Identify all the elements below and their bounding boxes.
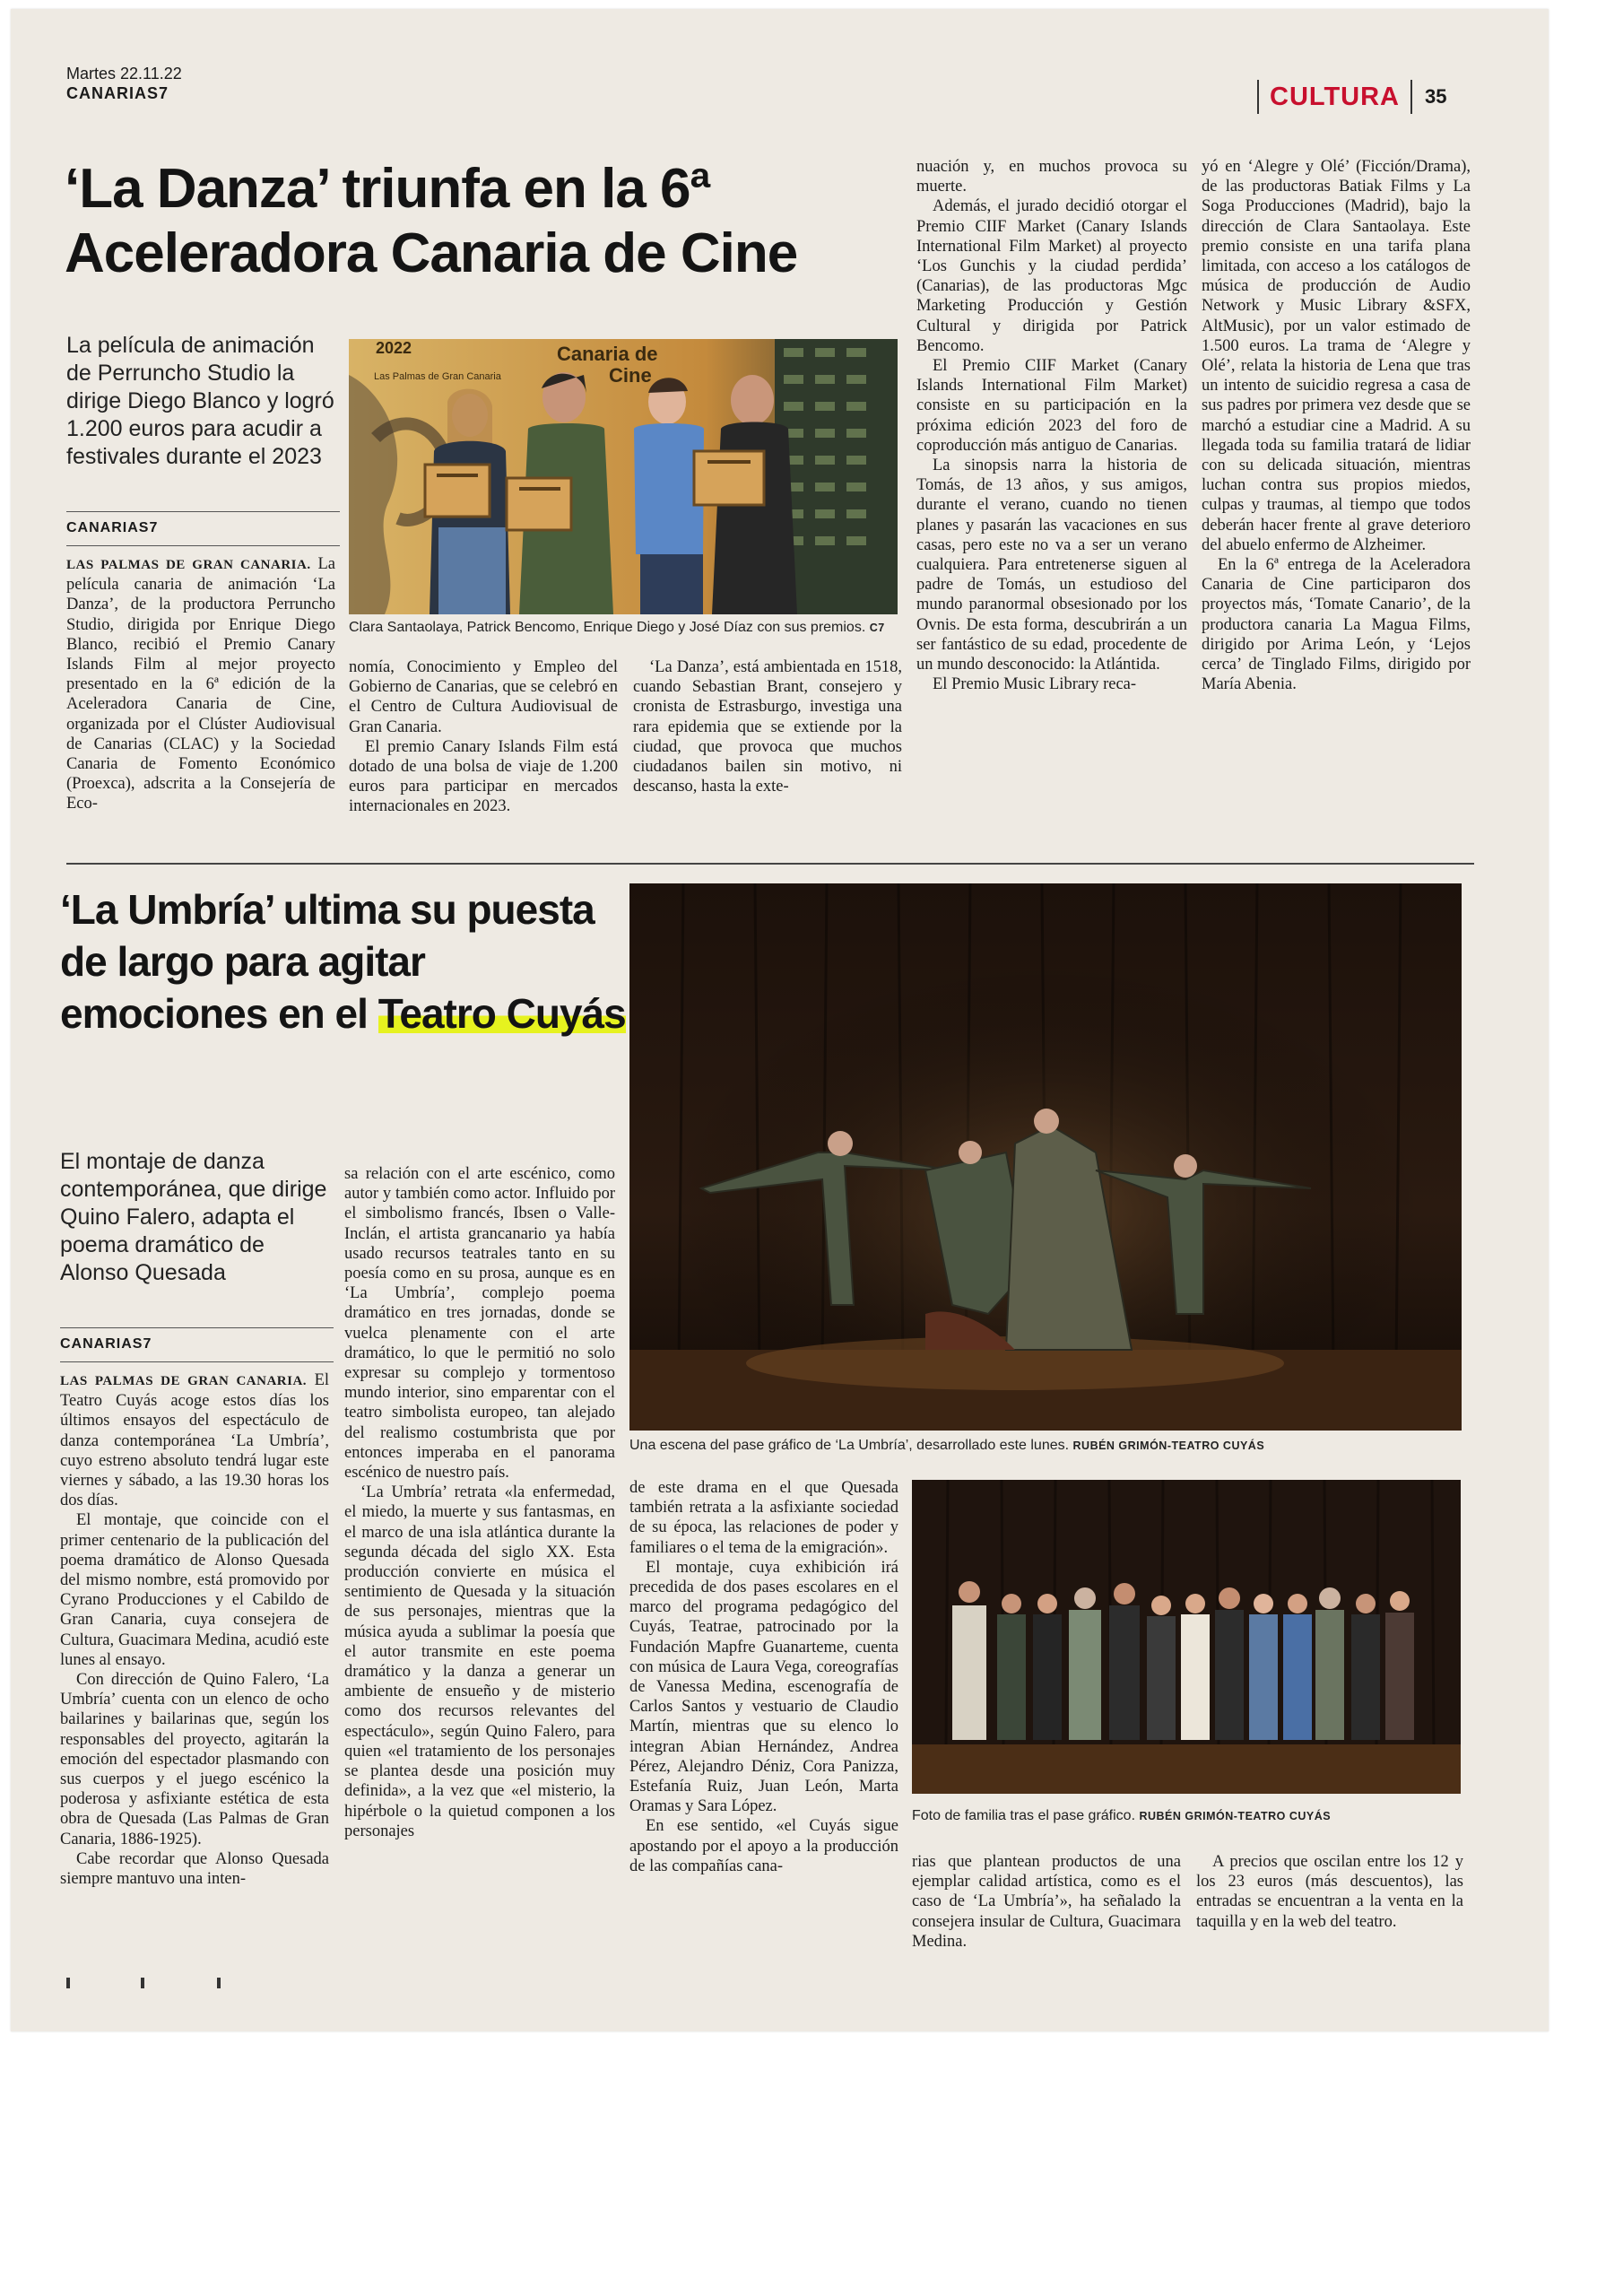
- article1-headline: ‘La Danza’ triunfa en la 6ª Aceleradora Canaria de Cine: [65, 158, 798, 284]
- headline-text: ‘La Umbría’ ultima su puesta de largo para agitar emociones en el: [60, 886, 595, 1037]
- paragraph: En la 6ª entrega de la Aceleradora Canaria de Cine participaron dos proyectos más, ‘Tomate Canario’, de la productora canaria La Magua Films, dirigido por Arima León, y ‘Lejos cerca’ de Tinglado Films, dirigido por María Abenia.: [1202, 556, 1471, 694]
- article1-column-4: [916, 157, 1187, 694]
- paragraph: A precios que oscilan entre los 12 y los 23 euros (más descuentos), las entradas se encuentran a la venta en la taquilla y en la web del teatro.: [1196, 1853, 1463, 1931]
- article2-byline: CANARIAS7: [60, 1336, 152, 1352]
- paragraph: Cabe recordar que Alonso Quesada siempre mantuvo una inten-: [60, 1849, 329, 1889]
- byline-rule: [60, 1327, 334, 1328]
- article1-photo-caption: [349, 619, 905, 637]
- dateline: LAS PALMAS DE GRAN CANARIA.: [66, 558, 311, 572]
- paragraph: rias que plantean productos de una ejemplar calidad artística, como es el caso de ‘La Umbría’», ha señalado la consejera insular de Cultura, Guacimara Medina.: [912, 1853, 1181, 1951]
- byline-rule: [60, 1361, 334, 1362]
- paragraph: La sinopsis narra la historia de Tomás, de 13 años, y sus amigos, durante el verano, cuando no tienen planes y pasarán las vacaciones en sus casas, pero este no va a ser un verano cualquiera. Para entretenerse siguen al padre de Tomás, un estudioso del mundo paranormal obsesionado por los Ovnis. De esta forma, descubrirán a un ser fantástico de su edad, procedente de un mundo desconocido: la Atlántida.: [916, 457, 1187, 674]
- paragraph: nomía, Conocimiento y Empleo del Gobierno de Canarias, que se celebró en el Centro de Cultura Audiovisual de Gran Canaria.: [349, 658, 618, 736]
- paragraph: El Premio CIIF Market (Canary Islands International Film Market) consiste en su participación en la próxima edición 2023 del foro de coproducción más antiguo de Canarias.: [916, 357, 1187, 455]
- paragraph: ‘La Danza’, está ambientada en 1518, cuando Sebastian Brant, consejero y cronista de Estrasburgo, investiga una rara epidemia que se extiende por la ciudad, que provoca que muchos ciudadanos bailen sin motivo, ni descanso, hasta la exte-: [633, 658, 902, 796]
- banner-title: Canaria de: [557, 343, 658, 365]
- caption-text: Una escena del pase gráfico de ‘La Umbría’, desarrollado este lunes.: [629, 1438, 1070, 1453]
- paragraph: Con dirección de Quino Falero, ‘La Umbría’ cuenta con un elenco de ocho bailarines y bailarinas que, según los responsables del proyecto, agitarán la emoción del espectador plasmando con sus cuerpos y el juego escénico la poderosa y asfixiante estética de esta obra de Quesada (Las Palmas de Gran Canaria, 1886-1925).: [60, 1671, 329, 1848]
- article2-column-2: [344, 1164, 615, 1841]
- banner-subtitle: Cine: [609, 364, 652, 387]
- photo-credit: C7: [869, 622, 885, 634]
- paragraph: sa relación con el arte escénico, como autor y también como actor. Influido por el simbolismo francés, Ibsen o Valle-Inclán, el artista grancanario ya había usado recursos teatrales tanto en su poesía como en su prosa, aunque es en ‘La Umbría’, complejo poema dramático en tres jornadas, donde se vuelca plenamente con el arte dramático, lo que le permitió no solo expresar su complejo y tormentoso mundo interior, sino emparentar con el teatro simbolista europeo, tan alejado del realismo costumbrista que por entonces imperaba en el panorama escénico de nuestro país.: [344, 1165, 615, 1483]
- paragraph: El montaje, que coincide con el primer centenario de la publicación del poema dramático de Alonso Quesada del mismo nombre, está promovido por Cyrano Producciones y el Cabildo de Gran Canaria, cuya consejera de Cultura, Guacimara Medina, acudió este lunes al ensayo.: [60, 1511, 329, 1669]
- article2-photo-stage: [629, 883, 1462, 1431]
- issue-date: Martes 22.11.22: [66, 65, 182, 83]
- article2-column-1: [60, 1370, 329, 1889]
- paragraph: yó en ‘Alegre y Olé’ (Ficción/Drama), de las productoras Batiak Films y La Soga Producciones (Madrid), bajo la dirección de Clara Santaolaya. Este premio consiste en una tarifa plana limitada, con acceso a los catálogos de música de producción de Audio Network y Music Library &SFX, AltMusic), por un valor estimado de 1.500 euros. La trama de ‘Alegre y Olé’, relata la historia de Lena que tras un intento de suicidio regresa a casa de sus padres por primera vez desde que se marchó a estudiar cine a Madrid. A su llegada toda su familia tratará de lidiar con su delicada situación, mientras luchan contra sus propios miedos, culpas y traumas, al tiempo que todos deberán hacer frente al grave deterioro del abuelo enfermo de Alzheimer.: [1202, 158, 1471, 554]
- paragraph: El Premio Music Library reca-: [933, 675, 1137, 694]
- byline-rule: [66, 511, 340, 512]
- article1-column-5: [1202, 157, 1471, 694]
- article1-column-1: [66, 554, 335, 814]
- article1-column-2: [349, 657, 618, 817]
- article1-subheadline: La película de animación de Perruncho Studio la dirige Diego Blanco y logró 1.200 euros para acudir a festivales durante el 2023: [66, 333, 334, 469]
- article-divider: [66, 863, 1474, 865]
- footer-mark: [141, 1978, 144, 1988]
- section-header: [1257, 79, 1446, 115]
- footer-mark: [217, 1978, 221, 1988]
- caption-text: Clara Santaolaya, Patrick Bencomo, Enrique Diego y José Díaz con sus premios.: [349, 620, 866, 635]
- dateline: LAS PALMAS DE GRAN CANARIA.: [60, 1374, 308, 1388]
- photo-credit: RUBÉN GRIMÓN-TEATRO CUYÁS: [1072, 1439, 1265, 1452]
- article2-photo2-caption: [912, 1807, 1463, 1825]
- section-name: CULTURA: [1270, 82, 1400, 111]
- cast-group-photo: [912, 1480, 1461, 1794]
- article2-headline: [60, 883, 634, 1039]
- paragraph: En ese sentido, «el Cuyás sigue apostando por el apoyo a la producción de las compañías cana-: [629, 1817, 898, 1875]
- article2-column-5: [1196, 1852, 1463, 1932]
- paragraph: El montaje, cuya exhibición irá precedida de dos pases escolares en el marco del programa pedagógico del Cuyás, Teatrae, patrocinado por la Fundación Mapfre Guanarteme, cuenta con música de Laura Vega, coreografías de Vanessa Medina, escenografía de Carlos Santos y vestuario de Claudio Martín, mientras que su elenco lo integran Abian Hernández, Andrea Pérez, Alejandro Déniz, Cora Panizza, Estefanía Ruiz, Juan León, Marta Oramas y Sara López.: [629, 1558, 898, 1816]
- paragraph: Además, el jurado decidió otorgar el Premio CIIF Market (Canary Islands International Film Market) al proyecto ‘Los Gunchis y la ciudad perdida’ (Canarias), de las productoras Mgc Marketing Producción y Gestión Cultural y dirigida por Patrick Bencomo.: [916, 197, 1187, 355]
- paragraph: nuación y, en muchos provoca su muerte.: [916, 158, 1187, 196]
- paragraph: El Teatro Cuyás acoge estos días los últimos ensayos del espectáculo de danza contemporánea ‘La Umbría’, cuyo estreno absoluto tendrá lugar este viernes y sábado, a las 19.30 horas los dos días.: [60, 1371, 330, 1510]
- article2-column-4: [912, 1852, 1181, 1952]
- paragraph: La película canaria de animación ‘La Danza’, de la productora Perruncho Studio, dirigida por Enrique Diego Blanco, recibió el Premio Canary Islands Film al mejor proyecto presentado en la 6ª edición de la Aceleradora Canaria de Cine, organizada por el Clúster Audiovisual de Canarias (CLAC) y la Sociedad Canaria de Fomento Económico (Proexca), adscrita a la Consejería de Eco-: [66, 555, 336, 813]
- photo-credit: RUBÉN GRIMÓN-TEATRO CUYÁS: [1139, 1810, 1332, 1822]
- byline-rule: [66, 545, 340, 546]
- article1-byline: CANARIAS7: [66, 520, 159, 535]
- headline-highlight: Teatro Cuyás: [378, 990, 626, 1037]
- page-number: 35: [1425, 85, 1447, 108]
- article2-column-3: [629, 1478, 898, 1876]
- publication-name: CANARIAS7: [66, 84, 169, 102]
- dance-scene-photo: [629, 883, 1462, 1431]
- article2-subheadline: El montaje de danza contemporánea, que dirige Quino Falero, adapta el poema dramático de Alonso Quesada: [60, 1149, 327, 1285]
- article1-photo: [349, 339, 898, 614]
- paragraph: de este drama en el que Quesada también retrata a la asfixiante sociedad de su época, las relaciones de poder y familiares o el tema de la emigración».: [629, 1479, 898, 1557]
- footer-mark: [66, 1978, 70, 1988]
- banner-small: Las Palmas de Gran Canaria: [374, 371, 501, 382]
- article1-column-3: [633, 657, 902, 796]
- article2-photo-family: [912, 1480, 1461, 1794]
- paragraph: El premio Canary Islands Film está dotado de una bolsa de viaje de 1.200 euros para participar en mercados internacionales en 2023.: [349, 737, 618, 816]
- newspaper-page: [11, 9, 1549, 2031]
- article2-photo1-caption: [629, 1437, 1463, 1455]
- caption-text: Foto de familia tras el pase gráfico.: [912, 1808, 1136, 1823]
- paragraph: ‘La Umbría’ retrata «la enfermedad, el miedo, la muerte y sus fantasmas, en el marco de una isla atlántica durante la segunda década del siglo XX. Esta producción convierte en música el sentimiento de Quesada y la situación de sus personajes, mientras que la música ayuda a sublimar la poesía que el autor transmite en este poema dramático y la danza a generar un ambiente de ensueño y de misterio como dos recursos relevantes del espectáculo», según Quino Falero, para quien «el tratamiento de los personajes se plantea desde una posición muy definida», a la vez que «el misterio, la hipérbole o la quietud componen a los personajes: [344, 1483, 615, 1840]
- banner-year: 2022: [376, 339, 412, 357]
